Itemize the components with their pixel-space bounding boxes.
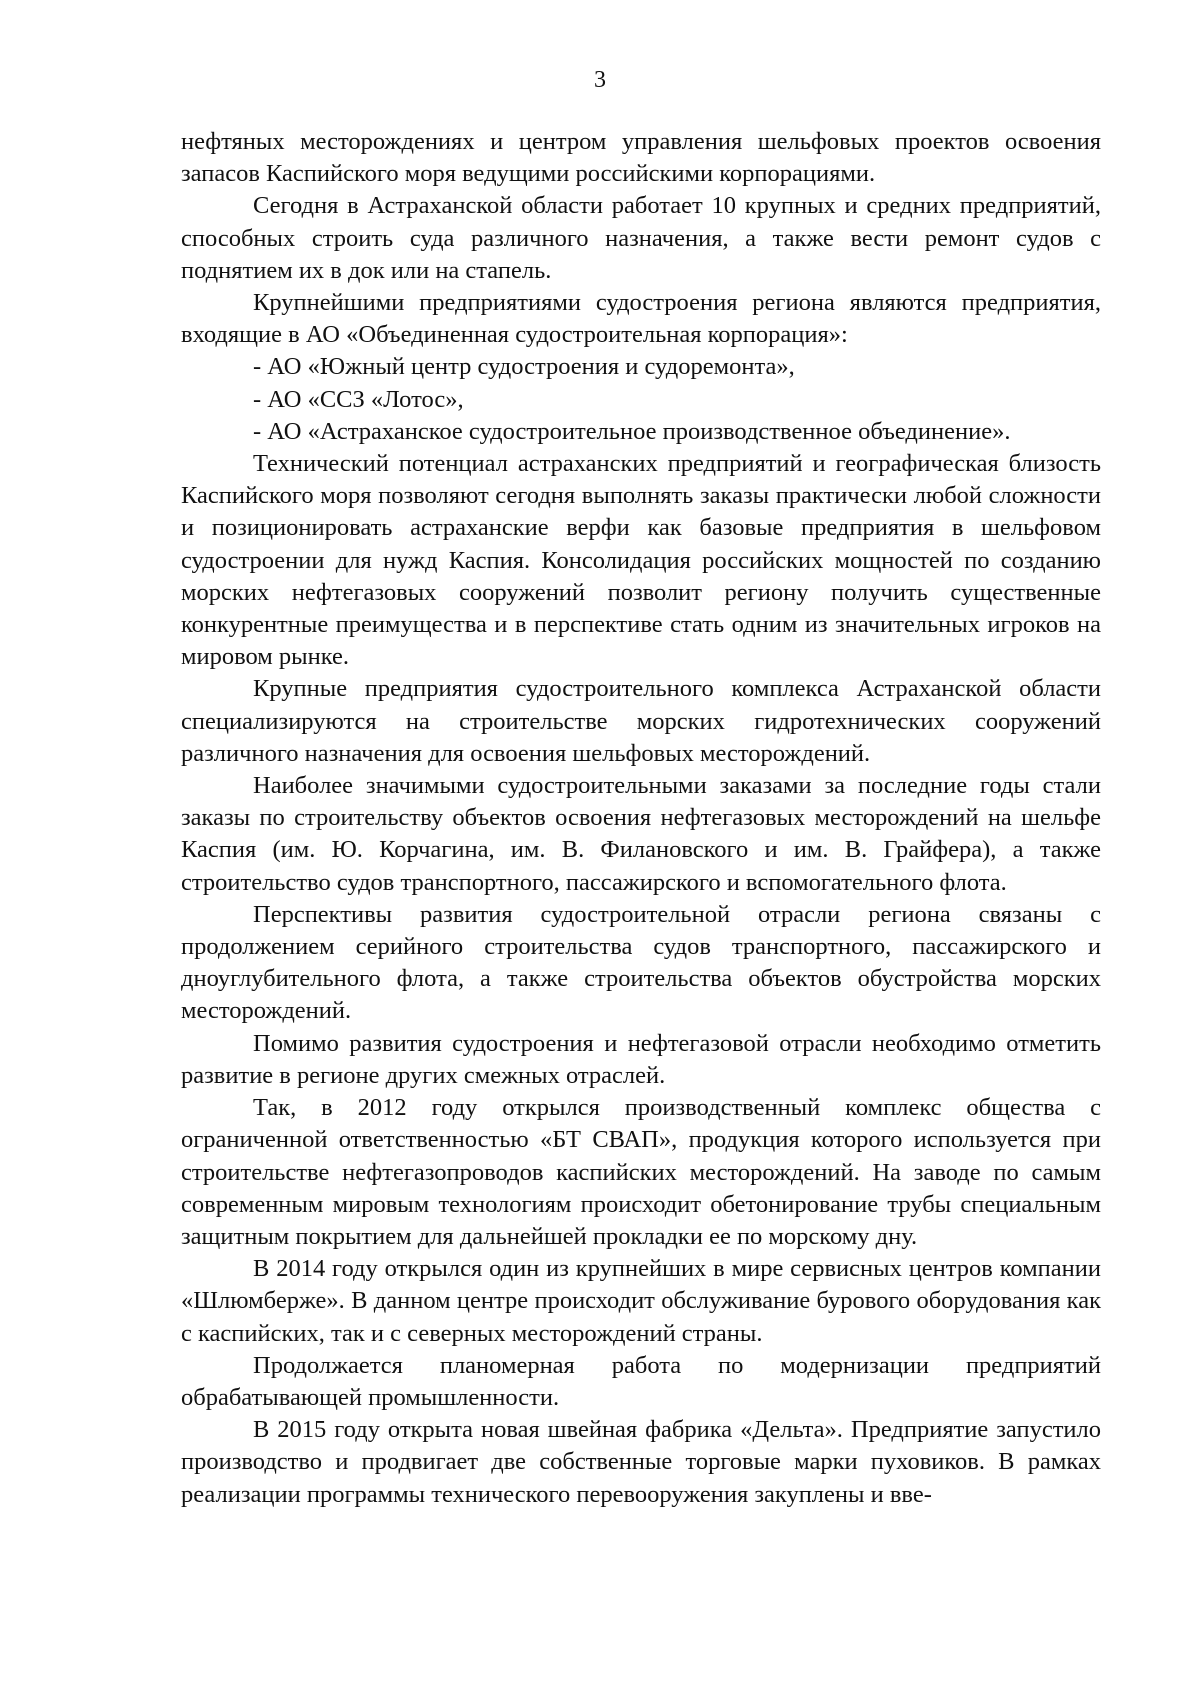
paragraph-prospects: Перспективы развития судостроительной отрасли региона связаны с продолжением серийного строительства судов транспортного, пассажирского и дноуглубительного флота, а также строительства объектов обустройства морских месторождений. [181,900,1101,1025]
paragraph-specialization: Крупные предприятия судостроительного комплекса Астраханской области специализируются на строительстве морских гидротехнических сооружений различного назначения для освоения шельфовых месторождений. [181,675,1101,767]
paragraph-shipyards-count: Сегодня в Астраханской области работает 10 крупных и средних предприятий, способных строить суда различного назначения, а также вести ремонт судов с поднятием их в док или на стапель. [181,192,1101,284]
paragraph-significant-orders: Наиболее значимыми судостроительными заказами за последние годы стали заказы по строительству объектов освоения нефтегазовых месторождений на шельфе Каспия (им. Ю. Корчагина, им. В. Филановского и им. В. Грайфера), а также строительство судов транспортного, пассажирского и вспомогательного флота. [181,772,1101,896]
paragraph-modernization: Продолжается планомерная работа по модернизации предприятий обрабатывающей промышленности. [181,1351,1101,1411]
paragraph-bt-swap: Так, в 2012 году открылся производственный комплекс общества с ограниченной ответственностью «БТ СВАП», продукция которого используется при строительстве нефтегазопроводов каспийских месторождений. На заводе по самым современным мировым технологиям происходит обетонирование трубы специальным защитным покрытием для дальнейшей прокладки ее по морскому дну. [181,1094,1101,1250]
paragraph-continuation: нефтяных месторождениях и центром управления шельфовых проектов освоения запасов Каспийского моря ведущими российскими корпорациями. [181,128,1101,188]
paragraph-schlumberger: В 2014 году открылся один из крупнейших в мире сервисных центров компании «Шлюмберже». В данном центре происходит обслуживание бурового оборудования как с каспийских, так и с северных месторождений страны. [181,1255,1101,1347]
document-body [181,126,1101,1511]
paragraph-delta-factory: В 2015 году открыта новая швейная фабрика «Дельта». Предприятие запустило производство и продвигает две собственные торговые марки пуховиков. В рамках реализации программы технического перевооружения закуплены и вве- [181,1416,1101,1508]
paragraph-related-industries: Помимо развития судостроения и нефтегазовой отрасли необходимо отметить развитие в регионе других смежных отраслей. [181,1029,1101,1089]
list-item-south-center: - АО «Южный центр судостроения и судоремонта», [253,353,795,381]
paragraph-technical-potential: Технический потенциал астраханских предприятий и географическая близость Каспийского моря позволяют сегодня выполнять заказы практически любой сложности и позиционировать астраханские верфи как базовые предприятия в шельфовом судостроении для нужд Каспия. Консолидация российских мощностей по созданию морских нефтегазовых сооружений позволит региону получить существенные конкурентные преимущества и в перспективе стать одним из значительных игроков на мировом рынке. [181,450,1101,671]
list-item-lotos: - АО «ССЗ «Лотос», [253,385,464,413]
paragraph-largest-enterprises: Крупнейшими предприятиями судостроения региона являются предприятия, входящие в АО «Объединенная судостроительная корпорация»: [181,289,1101,349]
page-number: 3 [594,67,606,93]
list-item-astrakhan-spo: - АО «Астраханское судостроительное производственное объединение». [253,417,1011,445]
